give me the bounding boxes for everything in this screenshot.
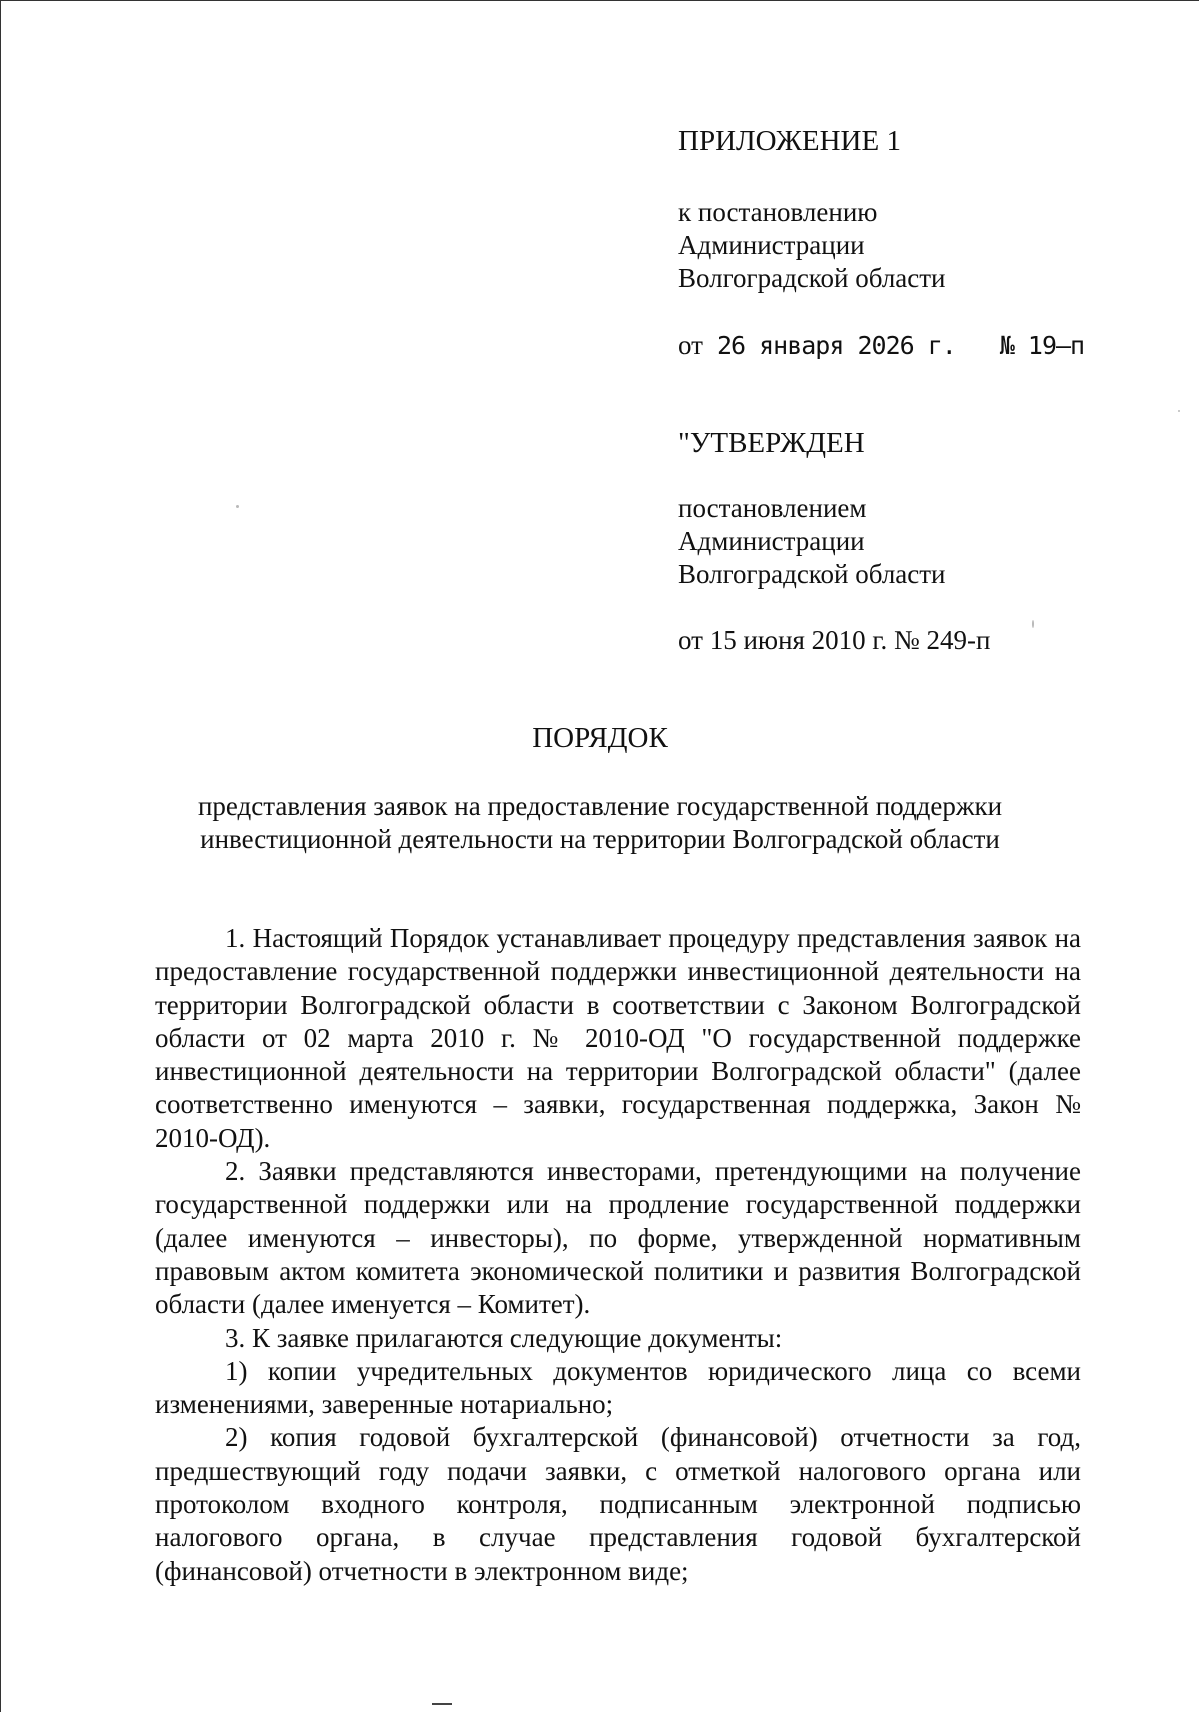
list-item-1: 1) копии учредительных документов юридического лица со всеми изменениями, заверенные нотариально;: [155, 1355, 1081, 1420]
to-resolution-line: Администрации: [678, 230, 865, 260]
scan-speck: [236, 505, 239, 508]
to-resolution-line: к постановлению: [678, 197, 878, 227]
appendix-title-text: ПРИЛОЖЕНИЕ 1: [678, 125, 901, 157]
old-resolution-line: [678, 624, 1158, 657]
document-title: ПОРЯДОК: [532, 722, 668, 754]
resolution-date-line: [678, 329, 1158, 362]
list-item-2: 2) копия годовой бухгалтерской (финансовой) отчетности за год, предшествующий году подачи заявки, с отметкой налогового органа или протоколом входного контроля, подписанным электронной подписью налогового органа, в случае представления годовой бухгалтерской (финансовой) отчетности в электронном виде;: [155, 1422, 1081, 1586]
number-label: №: [999, 331, 1014, 360]
date-label: от: [678, 330, 703, 360]
document-subtitle: [160, 790, 1040, 856]
page-number-fragment: [432, 1703, 452, 1709]
subtitle-line: представления заявок на предоставление государственной поддержки: [197, 791, 1003, 821]
subtitle-line: инвестиционной деятельности на территории Волгоградской области: [200, 824, 1000, 854]
paragraph-3: 3. К заявке прилагаются следующие документы:: [225, 1322, 783, 1353]
to-resolution-line: Волгоградской области: [678, 263, 946, 293]
paragraph-2: 2. Заявки представляются инвесторами, претендующими на получение государственной поддержки или на продление государственной поддержки (далее именуются – инвесторы), по форме, утвержденной нормативным правовым актом комитета экономической политики и развития Волгоградской области (далее именуется – Комитет).: [155, 1156, 1081, 1320]
to-resolution-block: [678, 196, 1158, 295]
approved-by-line: Администрации: [678, 526, 865, 556]
approved-by-line: Волгоградской области: [678, 559, 946, 589]
old-resolution-text: от 15 июня 2010 г. № 249-п: [678, 625, 991, 655]
appendix-title: [678, 125, 1158, 158]
paragraph-1: 1. Настоящий Порядок устанавливает процедуру представления заявок на предоставление государственной поддержки инвестиционной деятельности на территории Волгоградской области в соответствии с Законом Волгоградской области от 02 марта 2010 г. № 2010-ОД "О государственной поддержке инвестиционной деятельности на территории Волгоградской области" (далее соответственно именуются – заявки, государственная поддержка, Закон № 2010-ОД).: [155, 923, 1081, 1153]
document-body: [155, 922, 1081, 1588]
resolution-number: 19–п: [1027, 331, 1085, 360]
approved-by-line: постановлением: [678, 493, 867, 523]
approved-heading: [678, 427, 1158, 460]
resolution-date: 26 января 2026 г.: [716, 331, 956, 360]
scan-speck: [1178, 410, 1180, 412]
approved-by-block: [678, 492, 1158, 591]
approved-text: "УТВЕРЖДЕН: [678, 427, 865, 459]
